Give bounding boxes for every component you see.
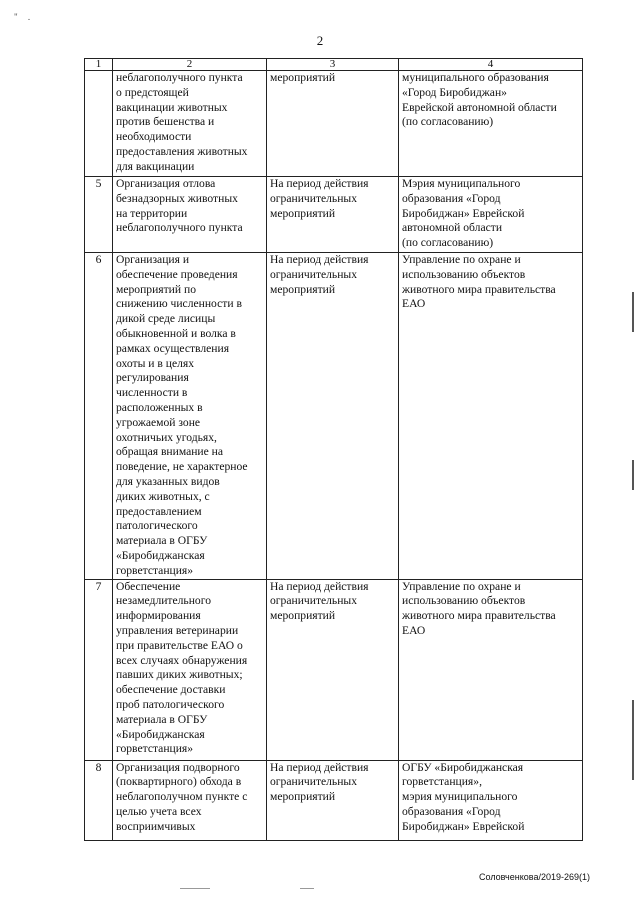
scan-edge-mark bbox=[632, 292, 634, 332]
term-text: На период действия ограничительных мероприятий bbox=[270, 253, 369, 296]
table-row bbox=[85, 71, 583, 177]
scan-edge-mark bbox=[632, 700, 634, 780]
scan-speck bbox=[300, 888, 314, 889]
executor-text: ОГБУ «Биробиджанская горветстанция», мэрия муниципального образования «Город Биробиджан» Еврейской bbox=[402, 760, 525, 833]
executor-cell bbox=[399, 177, 583, 253]
executor-cell bbox=[399, 71, 583, 177]
executor-cell bbox=[399, 760, 583, 840]
header-col-4: 4 bbox=[399, 59, 583, 71]
table-row bbox=[85, 253, 583, 580]
table-row bbox=[85, 177, 583, 253]
term-cell bbox=[267, 177, 399, 253]
event-text: Обеспечение незамедлительного информирования управления ветеринарии при правительстве ЕАО о всех случаях обнаружения павших диких животных; обеспечение доставки проб патологического материала в ОГБУ «Биробиджанская горветстанция» bbox=[116, 579, 248, 756]
term-text: На период действия ограничительных мероприятий bbox=[270, 177, 369, 220]
executor-text: муниципального образования «Город Биробиджан» Еврейской автономной области (по согласованию) bbox=[402, 71, 557, 129]
event-text: Организация и обеспечение проведения мероприятий по снижению численности в дикой среде лисицы обыкновенной и волка в рамках осуществления охоты и в целях регулирования численности в расположенных в угрожаемой зоне охотничьих угодьях, обращая внимание на поведение, не характерное для указанных видов диких животных, с предоставлением патологического материала в ОГБУ «Биробиджанская горветстанция» bbox=[116, 253, 248, 577]
event-text: неблагополучного пункта о предстоящей вакцинации животных против бешенства и необходимости предоставления животных для вакцинации bbox=[116, 71, 248, 173]
term-text: мероприятий bbox=[270, 71, 336, 84]
executor-text: Мэрия муниципального образования «Город Биробиджан» Еврейской автономной области (по согласованию) bbox=[402, 177, 525, 250]
term-cell bbox=[267, 71, 399, 177]
executor-text: Управление по охране и использованию объектов животного мира правительства ЕАО bbox=[402, 253, 556, 311]
term-text: На период действия ограничительных мероприятий bbox=[270, 579, 369, 623]
row-number: 7 bbox=[85, 579, 113, 760]
row-number: 8 bbox=[85, 760, 113, 840]
document-code: Соловченкова/2019-269(1) bbox=[479, 872, 590, 882]
event-text: Организация отлова безнадзорных животных на территории неблагополучного пункта bbox=[116, 177, 243, 235]
event-cell bbox=[113, 71, 267, 177]
row-number bbox=[85, 71, 113, 177]
table-row bbox=[85, 579, 583, 760]
measures-table bbox=[84, 58, 583, 841]
header-col-1: 1 bbox=[85, 59, 113, 71]
header-col-3: 3 bbox=[267, 59, 399, 71]
table-row bbox=[85, 760, 583, 840]
scan-edge-marks bbox=[630, 0, 634, 905]
scan-specks: " . bbox=[14, 12, 35, 22]
page-number: 2 bbox=[316, 33, 324, 48]
row-number: 6 bbox=[85, 253, 113, 580]
term-text: На период действия ограничительных мероприятий bbox=[270, 760, 369, 804]
term-cell bbox=[267, 760, 399, 840]
term-cell bbox=[267, 579, 399, 760]
executor-cell bbox=[399, 579, 583, 760]
scan-edge-mark bbox=[632, 460, 634, 490]
header-col-2: 2 bbox=[113, 59, 267, 71]
term-cell bbox=[267, 253, 399, 580]
event-cell bbox=[113, 253, 267, 580]
executor-cell bbox=[399, 253, 583, 580]
row-number: 5 bbox=[85, 177, 113, 253]
event-cell bbox=[113, 579, 267, 760]
event-cell bbox=[113, 760, 267, 840]
scan-speck bbox=[180, 888, 210, 889]
event-cell bbox=[113, 177, 267, 253]
event-text: Организация подворного (поквартирного) обхода в неблагополучном пункте с целью учета всех восприимчивых bbox=[116, 760, 248, 833]
table-header-row bbox=[85, 59, 583, 71]
executor-text: Управление по охране и использованию объектов животного мира правительства ЕАО bbox=[402, 579, 556, 637]
